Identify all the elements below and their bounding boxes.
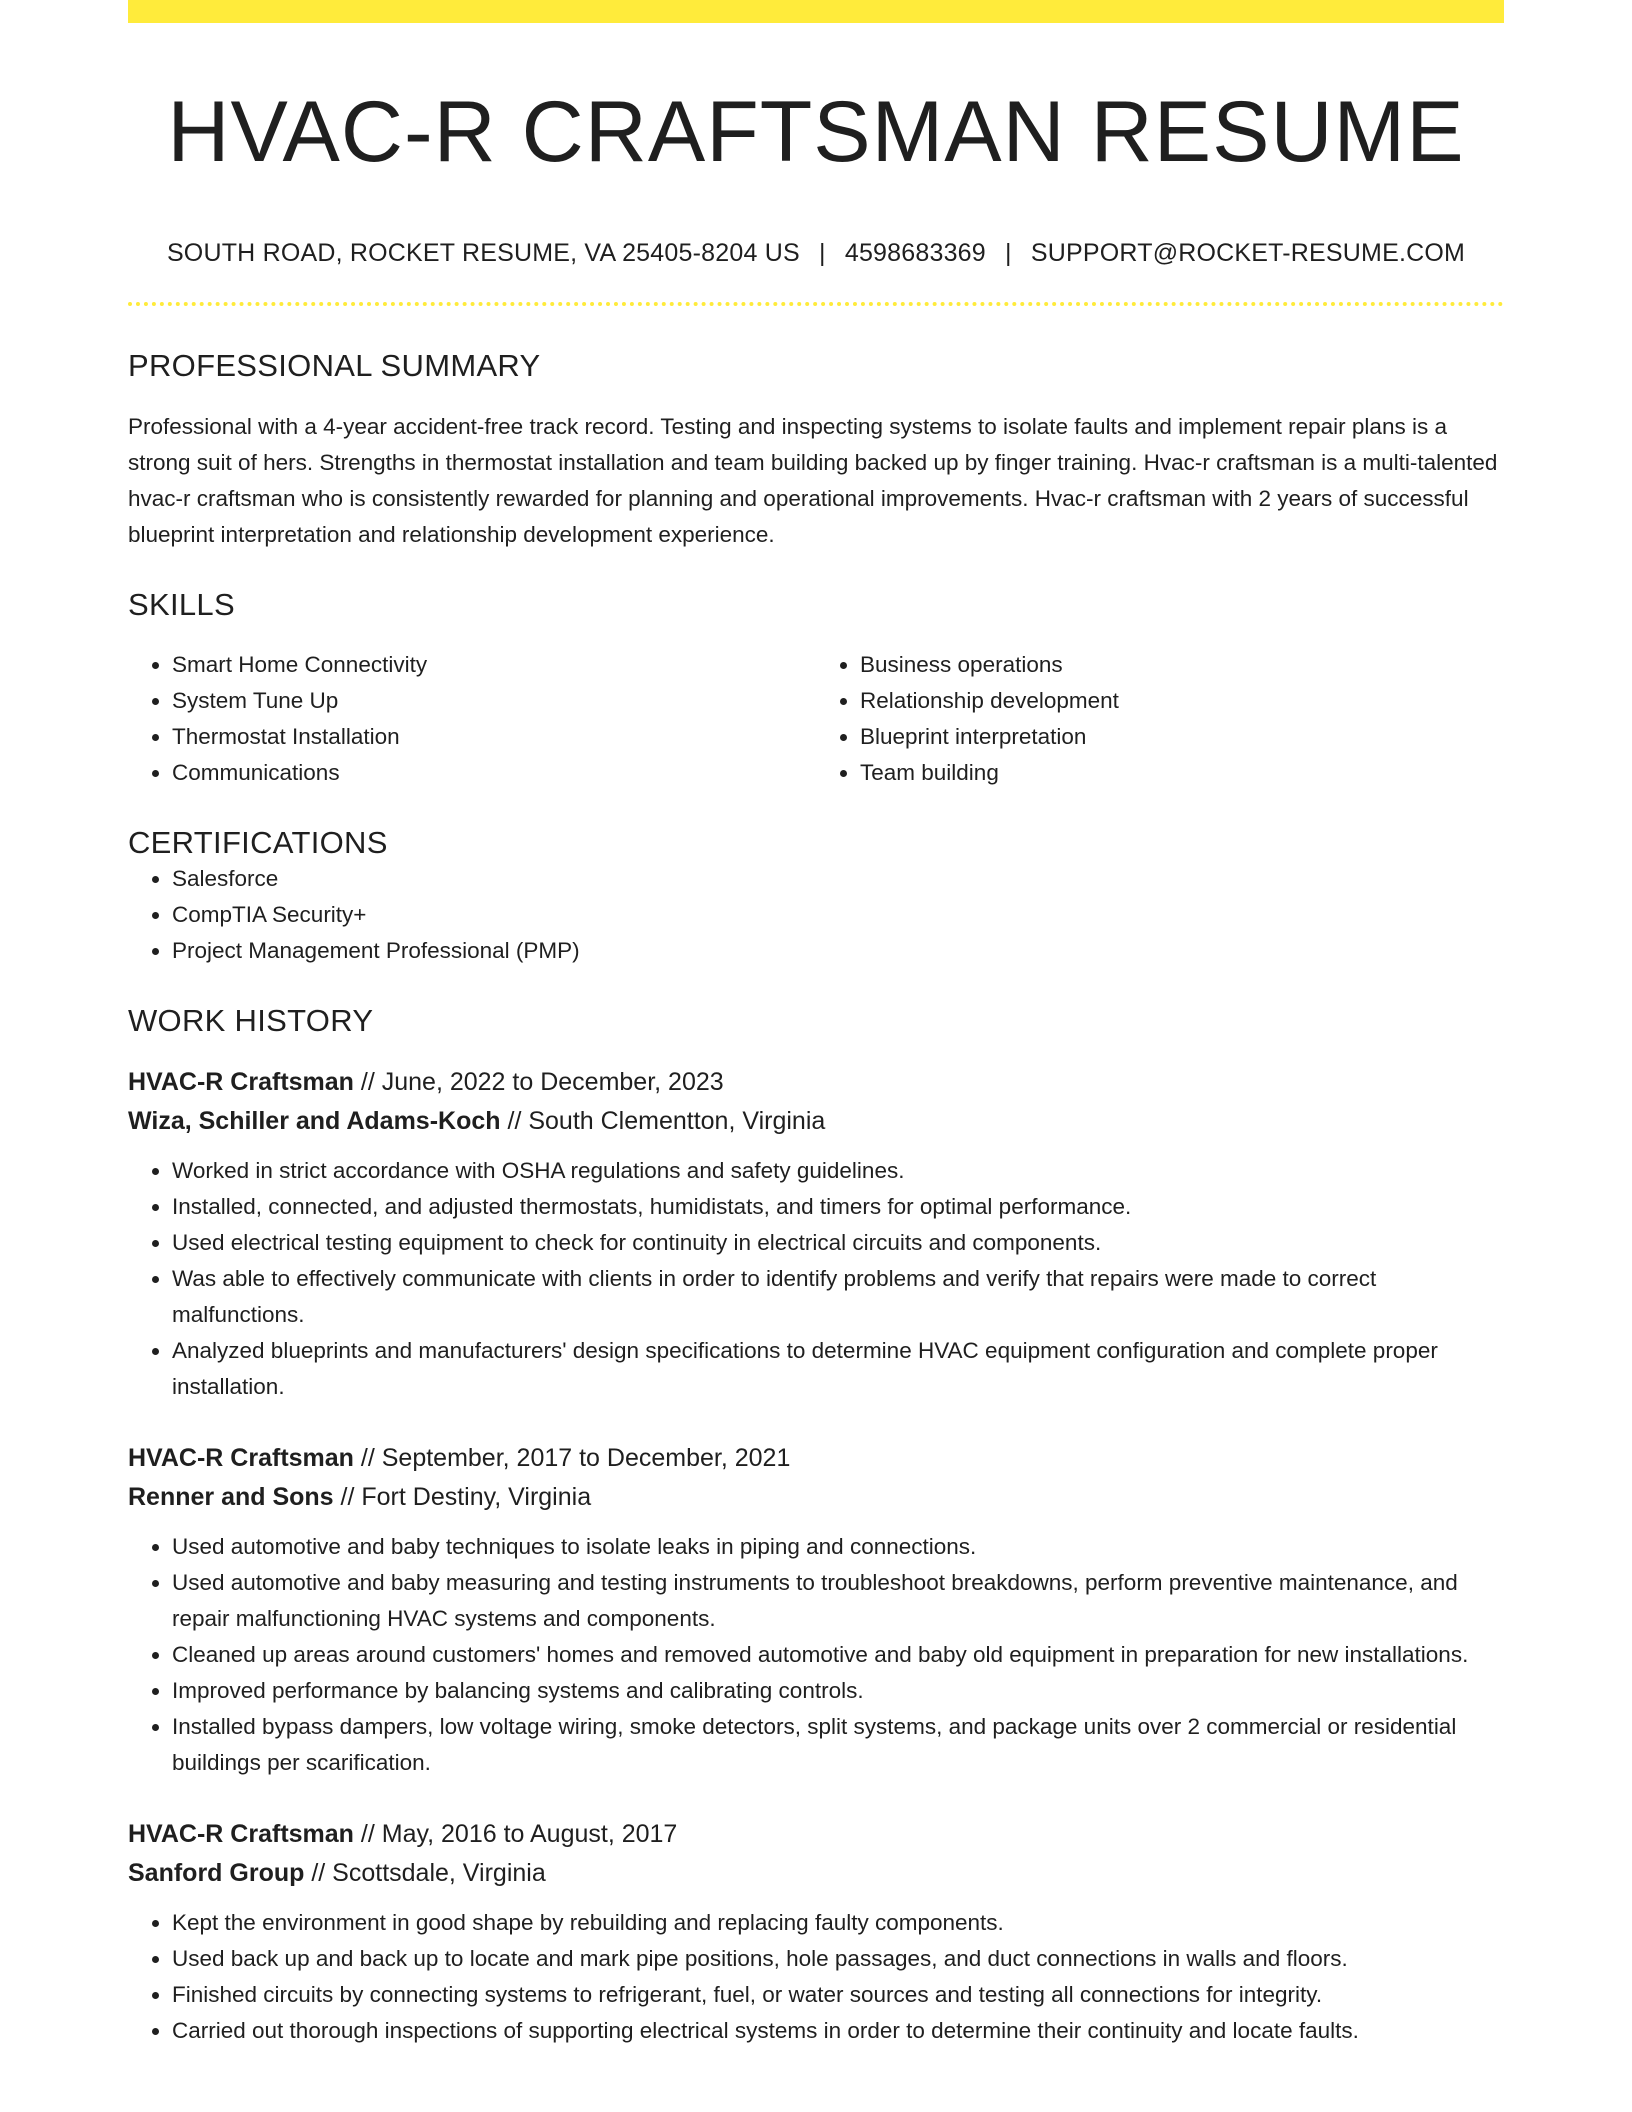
skill-item: • Business operations	[860, 647, 1504, 683]
job-duties-list	[128, 1905, 1504, 2049]
job-location: // Scottsdale, Virginia	[311, 1858, 546, 1887]
job-duties-list	[128, 1153, 1504, 1405]
certifications-heading: CERTIFICATIONS	[128, 824, 388, 860]
skill-item: • System Tune Up	[172, 683, 816, 719]
job-duty: • Carried out thorough inspections of supporting electrical systems in order to determine their continuity and locate faults.	[172, 2013, 1504, 2049]
skill-item: • Team building	[860, 755, 1504, 791]
job-duties-list	[128, 1529, 1504, 1781]
skill-item: • Smart Home Connectivity	[172, 647, 816, 683]
contact-separator: |	[818, 238, 826, 267]
job-duty: • Worked in strict accordance with OSHA regulations and safety guidelines.	[172, 1153, 1504, 1189]
job-duty: • Cleaned up areas around customers' homes and removed automotive and baby old equipment in preparation for new installations.	[172, 1637, 1504, 1673]
job-duty: • Used electrical testing equipment to check for continuity in electrical circuits and components.	[172, 1225, 1504, 1261]
skills-heading: SKILLS	[128, 586, 235, 622]
work-history-heading: WORK HISTORY	[128, 1002, 374, 1038]
skill-item: • Thermostat Installation	[172, 719, 816, 755]
contact-phone: 4598683369	[844, 238, 986, 267]
job-duty: • Was able to effectively communicate with clients in order to identify problems and verify that repairs were made to correct malfunctions.	[172, 1261, 1504, 1333]
summary-heading: PROFESSIONAL SUMMARY	[128, 347, 541, 383]
contact-address: SOUTH ROAD, ROCKET RESUME, VA 25405-8204 US	[166, 238, 800, 267]
job-location: // South Clementton, Virginia	[507, 1106, 826, 1135]
skills-list-right	[816, 647, 1504, 791]
job-location: // Fort Destiny, Virginia	[340, 1482, 592, 1511]
contact-separator: |	[1005, 238, 1012, 267]
job-title-line	[128, 1063, 1504, 1102]
job-company: Wiza, Schiller and Adams-Koch	[128, 1106, 501, 1135]
resume-title: HVAC-R CRAFTSMAN RESUME	[167, 84, 1465, 180]
skill-item: • Blueprint interpretation	[860, 719, 1504, 755]
dotted-divider	[128, 302, 1504, 306]
job-title-line	[128, 1815, 1504, 1854]
job-duty: • Analyzed blueprints and manufacturers' design specifications to determine HVAC equipment configuration and complete proper installation.	[172, 1333, 1504, 1405]
job-company-line	[128, 1478, 1504, 1517]
job-company-line	[128, 1854, 1504, 1893]
job-title: HVAC-R Craftsman	[128, 1067, 354, 1096]
job-entry	[128, 1439, 1504, 1781]
job-company-line	[128, 1102, 1504, 1141]
contact-email: SUPPORT@ROCKET-RESUME.COM	[1030, 238, 1466, 267]
job-dates: // September, 2017 to December, 2021	[360, 1443, 791, 1472]
job-duty: • Installed bypass dampers, low voltage wiring, smoke detectors, split systems, and package units over 2 commercial or residential buildings per scarification.	[172, 1709, 1504, 1781]
job-title: HVAC-R Craftsman	[128, 1819, 354, 1848]
certification-item: • Salesforce	[172, 861, 1504, 897]
job-duty: • Used automotive and baby measuring and testing instruments to troubleshoot breakdowns, perform preventive maintenance, and repair malfunctioning HVAC systems and components.	[172, 1565, 1504, 1637]
job-duty: • Used automotive and baby techniques to isolate leaks in piping and connections.	[172, 1529, 1504, 1565]
job-entry	[128, 1815, 1504, 2049]
job-duty: • Kept the environment in good shape by rebuilding and replacing faulty components.	[172, 1905, 1504, 1941]
job-duty: • Improved performance by balancing systems and calibrating controls.	[172, 1673, 1504, 1709]
resume-page	[128, 0, 1504, 2049]
skill-item: • Communications	[172, 755, 816, 791]
job-company: Sanford Group	[128, 1858, 305, 1887]
certifications-list	[128, 861, 1504, 969]
job-title: HVAC-R Craftsman	[128, 1443, 354, 1472]
summary-text: Professional with a 4-year accident-free track record. Testing and inspecting systems to isolate faults and implement repair plans is a strong suit of hers. Strengths in thermostat installation and team building backed up by finger training. Hvac-r craftsman is a multi-talented hvac-r craftsman who is consistently rewarded for planning and operational improvements. Hvac-r craftsman with 2 years of successful blueprint interpretation and relationship development experience.	[128, 413, 1498, 547]
job-duty: • Installed, connected, and adjusted thermostats, humidistats, and timers for optimal performance.	[172, 1189, 1504, 1225]
skill-item: • Relationship development	[860, 683, 1504, 719]
job-company: Renner and Sons	[128, 1482, 334, 1511]
certification-item: • CompTIA Security+	[172, 897, 1504, 933]
certification-item: • Project Management Professional (PMP)	[172, 933, 1504, 969]
skills-columns	[128, 647, 1504, 791]
accent-top-bar	[128, 0, 1504, 23]
job-duty: • Used back up and back up to locate and mark pipe positions, hole passages, and duct connections in walls and floors.	[172, 1941, 1504, 1977]
job-duty: • Finished circuits by connecting systems to refrigerant, fuel, or water sources and testing all connections for integrity.	[172, 1977, 1504, 2013]
job-entry	[128, 1063, 1504, 1405]
job-title-line	[128, 1439, 1504, 1478]
job-dates: // May, 2016 to August, 2017	[360, 1819, 678, 1848]
contact-line	[128, 238, 1504, 268]
skills-list-left	[128, 647, 816, 791]
job-dates: // June, 2022 to December, 2023	[360, 1067, 724, 1096]
